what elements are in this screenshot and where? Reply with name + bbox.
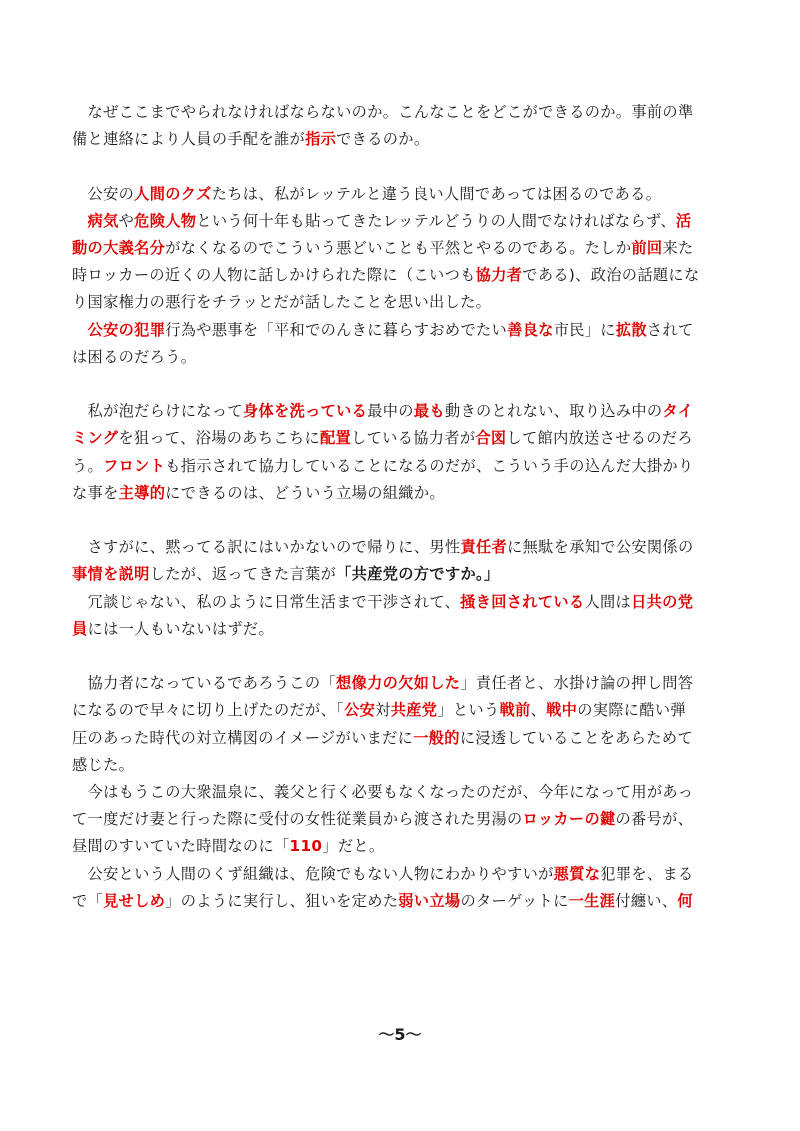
- text-segment: な事を: [72, 484, 119, 502]
- text-segment: 来た: [662, 239, 694, 257]
- text-segment: たちは、私がレッテルと違う良い人間であっては困るのである。: [211, 185, 662, 203]
- text-segment: されて: [646, 321, 694, 339]
- text-segment: 圧のあった時代の対立構図のイメージがいまだに: [72, 729, 414, 747]
- text-line: [72, 483, 732, 503]
- text-segment: り国家権力の悪行をチラッとだが話したことを思い出した。: [72, 293, 492, 311]
- highlighted-text: 戦前: [499, 701, 531, 719]
- text-line: [72, 673, 732, 693]
- text-segment: 感じた。: [72, 756, 135, 774]
- highlighted-text: 主導的: [118, 484, 166, 502]
- text-line: [72, 836, 732, 856]
- highlighted-text: 想像力の欠如した: [336, 674, 461, 692]
- highlighted-text: 前回: [631, 239, 663, 257]
- text-segment: 市民」に: [553, 321, 616, 339]
- text-segment: 人間は: [584, 593, 632, 611]
- bold-text: 「共産党の方ですか。」: [336, 565, 500, 583]
- highlighted-text: 共産党: [390, 701, 438, 719]
- text-segment: なぜここまでやられなければならないのか。こんなことをどこができるのか。事前の準: [72, 103, 694, 121]
- text-line: [72, 564, 732, 584]
- highlighted-text: 合図: [475, 429, 507, 447]
- text-line: [72, 755, 732, 775]
- text-segment: 」だと。: [322, 837, 385, 855]
- text-line: [72, 864, 732, 884]
- text-segment: には一人もいないはずだ。: [87, 620, 274, 638]
- highlighted-text: 弱い立場: [398, 892, 461, 910]
- highlighted-text: 公安の犯罪: [87, 321, 166, 339]
- text-segment: 公安という人間のくず組織は、危険でもない人物にわかりやすいが: [72, 865, 554, 883]
- highlighted-text: 責任者: [460, 538, 508, 556]
- text-segment: 」のように実行し、狙いを定めた: [165, 892, 399, 910]
- highlighted-text: タイ: [662, 402, 694, 420]
- text-line: [72, 592, 732, 612]
- text-segment: を狙って、浴場のあちこちに: [118, 429, 320, 447]
- text-line: [72, 782, 732, 802]
- text-segment: して館内放送させるのだろ: [506, 429, 693, 447]
- text-line: [72, 537, 732, 557]
- text-line: [72, 401, 732, 421]
- text-segment: に無駄を承知で公安関係の: [507, 538, 694, 556]
- text-segment: は困るのだろう。: [72, 348, 197, 366]
- highlighted-text: 110: [289, 837, 323, 855]
- text-segment: 冗談じゃない、私のように日常生活まで干渉されて、: [72, 593, 461, 611]
- highlighted-text: 危険人物: [134, 212, 197, 230]
- text-segment: に浸透していることをあらためて: [459, 729, 693, 747]
- highlighted-text: 人間のクズ: [134, 185, 212, 203]
- text-line: [72, 129, 732, 149]
- text-segment: 備と連絡により人員の手配を誰が: [72, 130, 306, 148]
- highlighted-text: 公安: [344, 701, 376, 719]
- highlighted-text: 掻き回されている: [460, 593, 585, 611]
- highlighted-text: ロッカーの鍵: [522, 810, 616, 828]
- highlighted-text: 一般的: [413, 729, 460, 747]
- text-segment: 今はもうこの大衆温泉に、義父と行く必要もなくなったのだが、今年になって用があっ: [72, 783, 694, 801]
- text-segment: [72, 212, 88, 230]
- text-segment: 時ロッカーの近くの人物に話しかけられた際に（こいつも: [72, 266, 476, 284]
- highlighted-text: 身体を洗っている: [242, 402, 368, 420]
- text-segment: 」という: [437, 701, 500, 719]
- text-segment: の実際に酷い弾: [577, 701, 686, 719]
- text-segment: したが、返ってきた言葉が: [149, 565, 337, 583]
- highlighted-text: 見せしめ: [103, 892, 166, 910]
- highlighted-text: 戦中: [546, 701, 578, 719]
- text-segment: [72, 321, 88, 339]
- text-segment: 対: [375, 701, 391, 719]
- text-line: [72, 700, 732, 720]
- text-segment: にできるのは、どういう立場の組織か。: [165, 484, 445, 502]
- page-number: ～5～: [378, 1025, 422, 1044]
- text-line: [72, 184, 732, 204]
- text-line: [72, 238, 732, 258]
- text-segment: 」責任者と、水掛け論の押し問答: [460, 674, 694, 692]
- text-segment: 昼間のすいていた時間なのに「: [72, 837, 290, 855]
- text-segment: 行為や悪事を「平和でのんきに暮らすおめでたい: [165, 321, 508, 339]
- text-segment: 協力者になっているであろうこの「: [72, 674, 336, 692]
- text-segment: 動きのとれない、取り込み中の: [444, 402, 663, 420]
- text-segment: がなくなるのでこういう悪どいことも平然とやるのである。たしか: [165, 239, 632, 257]
- highlighted-text: 協力者: [475, 266, 523, 284]
- highlighted-text: 最も: [413, 402, 445, 420]
- text-segment: の番号が、: [615, 810, 694, 828]
- text-segment: て一度だけ妻と行った際に受付の女性従業員から渡された男湯の: [72, 810, 523, 828]
- highlighted-text: 拡散: [615, 321, 647, 339]
- text-line: [72, 891, 732, 911]
- highlighted-text: 日共の党: [631, 593, 694, 611]
- highlighted-text: 配置: [320, 429, 352, 447]
- text-line: [72, 728, 732, 748]
- text-segment: のターゲットに: [460, 892, 569, 910]
- text-segment: である)、政治の話題にな: [522, 266, 700, 284]
- text-line: [72, 809, 732, 829]
- highlighted-text: ミング: [72, 429, 119, 447]
- text-line: [72, 456, 732, 476]
- text-segment: 最中の: [367, 402, 414, 420]
- text-line: [72, 320, 732, 340]
- text-segment: も指示されて協力していることになるのだが、こういう手の込んだ大掛かり: [165, 457, 694, 475]
- text-line: [72, 619, 732, 639]
- text-segment: 付纏い、: [615, 892, 678, 910]
- highlighted-text: 一生涯: [568, 892, 616, 910]
- highlighted-text: 病気: [87, 212, 119, 230]
- highlighted-text: 動の大義名分: [72, 239, 166, 257]
- text-line: [72, 211, 732, 231]
- text-segment: 公安の: [72, 185, 135, 203]
- highlighted-text: フロント: [103, 457, 166, 475]
- text-segment: う。: [72, 457, 104, 475]
- text-line: [72, 292, 732, 312]
- text-segment: で「: [72, 892, 104, 910]
- text-segment: 、: [530, 701, 547, 719]
- text-segment: 私が泡だらけになって: [72, 402, 243, 420]
- text-segment: という何十年も貼ってきたレッテルどうりの人間でなければならず、: [196, 212, 676, 230]
- highlighted-text: 員: [72, 620, 88, 638]
- highlighted-text: 何: [677, 892, 693, 910]
- text-segment: や: [118, 212, 135, 230]
- text-line: [72, 347, 732, 367]
- text-segment: している協力者が: [351, 429, 476, 447]
- text-line: [72, 102, 732, 122]
- text-segment: 犯罪を、まる: [600, 865, 694, 883]
- highlighted-text: 活: [675, 212, 692, 230]
- text-segment: さすがに、黙ってる訳にはいかないので帰りに、男性: [72, 538, 461, 556]
- text-segment: できるのか。: [336, 130, 430, 148]
- highlighted-text: 悪質な: [553, 865, 601, 883]
- highlighted-text: 事情を説明: [72, 565, 150, 583]
- highlighted-text: 善良な: [507, 321, 554, 339]
- text-line: [72, 265, 732, 285]
- highlighted-text: 指示: [305, 130, 337, 148]
- text-segment: になるので早々に切り上げたのだが、「: [72, 701, 345, 719]
- text-line: [72, 428, 732, 448]
